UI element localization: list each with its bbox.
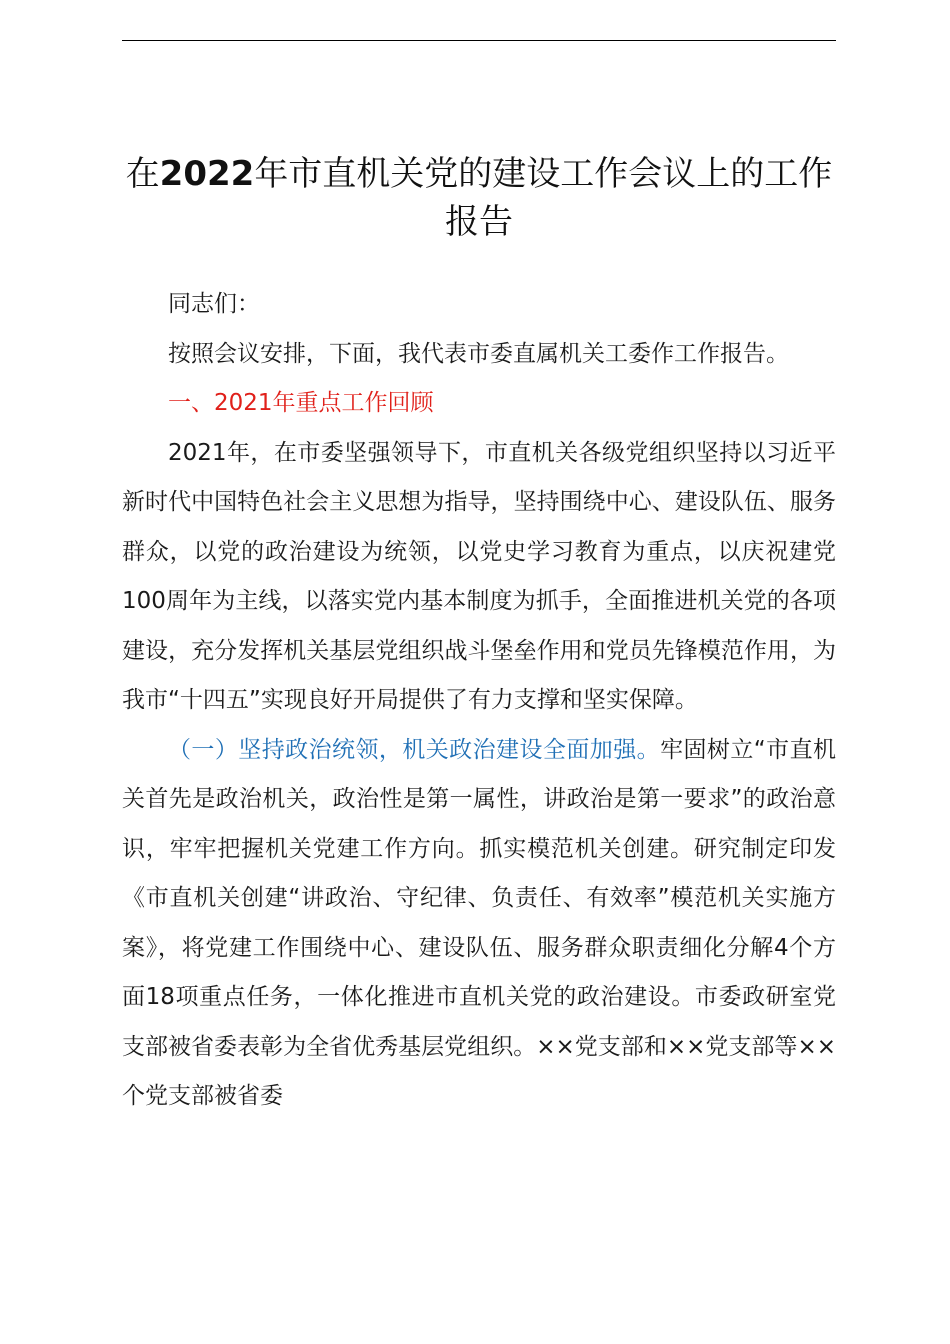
subsection-body: 牢固树立“市直机关首先是政治机关，政治性是第一属性，讲政治是第一要求”的政治意识，牢牢把握机关党建工作方向。抓实模范机关创建。研究制定印发《市直机关创建“讲政治、守纪律、负责任、有效率”模范机关实施方案》，将党建工作围绕中心、建设队伍、服务群众职责细化分解4个方面18项重点任务，一体化推进市直机关党的政治建设。市委政研室党支部被省委表彰为全省优秀基层党组织。××党支部和××党支部等××个党支部被省委 xyxy=(122,736,836,1109)
title-prefix: 在 xyxy=(125,154,160,194)
subsection-paragraph xyxy=(122,726,836,1122)
section-heading: 一、2021年重点工作回顾 xyxy=(168,390,434,416)
title-suffix: 年市直机关党的建设工作会议上的工作报告 xyxy=(254,154,833,242)
subsection-lead: （一）坚持政治统领，机关政治建设全面加强。 xyxy=(168,736,661,763)
document-body xyxy=(122,280,836,1122)
header-rule xyxy=(122,40,836,41)
intro-paragraph: 按照会议安排，下面，我代表市委直属机关工委作工作报告。 xyxy=(168,340,789,367)
salutation: 同志们： xyxy=(168,291,260,317)
document-title xyxy=(122,150,836,246)
section-paragraph: 2021年，在市委坚强领导下，市直机关各级党组织坚持以习近平新时代中国特色社会主义思想为指导，坚持围绕中心、建设队伍、服务群众，以党的政治建设为统领，以党史学习教育为重点，以庆祝建党100周年为主线，以落实党内基本制度为抓手，全面推进机关党的各项建设，充分发挥机关基层党组织战斗堡垒作用和党员先锋模范作用，为我市“十四五”实现良好开局提供了有力支撑和坚实保障。 xyxy=(122,439,836,713)
title-year: 2022 xyxy=(159,154,255,194)
